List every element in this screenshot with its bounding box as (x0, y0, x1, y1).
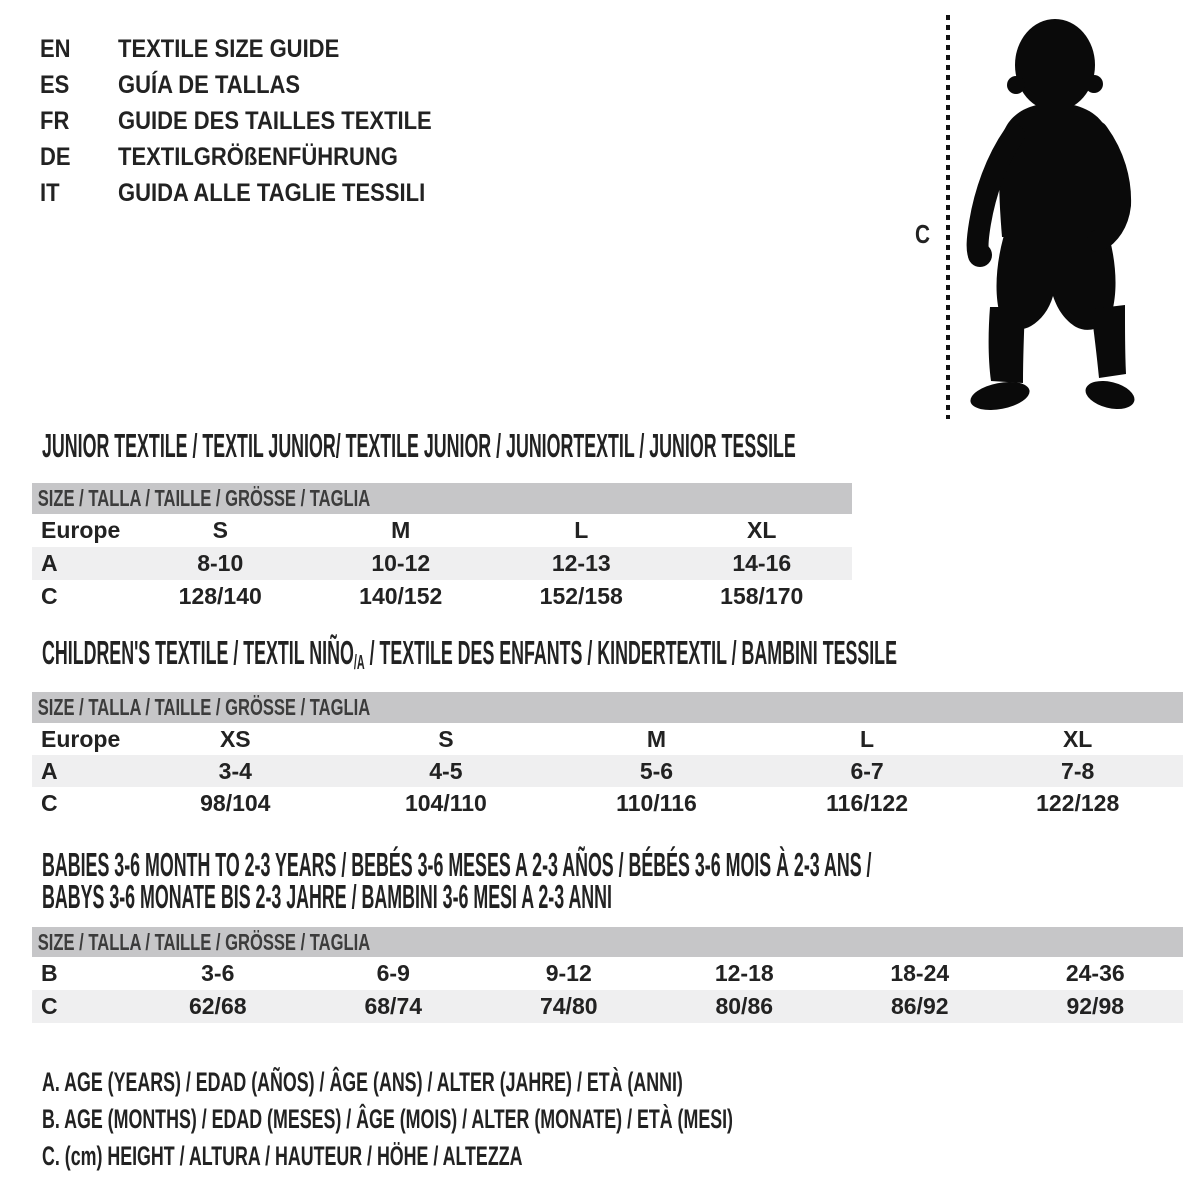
size-cell: 24-36 (1065, 960, 1125, 986)
size-cell: 128/140 (178, 583, 262, 609)
size-cell: 5-6 (639, 758, 674, 784)
table-row (32, 755, 1183, 787)
children-section-title (42, 634, 897, 679)
size-cell: S (212, 517, 228, 543)
size-cell: 104/110 (404, 790, 487, 816)
size-cell: 116/122 (826, 790, 909, 816)
table-row (32, 547, 852, 580)
table-row (32, 723, 1183, 755)
language-code: EN (40, 35, 71, 63)
size-cell: 74/80 (539, 993, 598, 1019)
size-cell: 158/170 (720, 583, 804, 609)
children-title-pre: CHILDREN'S TEXTILE / TEXTIL NIÑO (42, 634, 354, 671)
legend-line-a: A. AGE (YEARS) / EDAD (AÑOS) / ÂGE (ANS) / ALTER (JAHRE) / ETÀ (ANNI) (42, 1067, 683, 1097)
size-cell: 6-7 (850, 758, 884, 784)
size-header-bar (32, 483, 852, 514)
language-title: TEXTILGRÖßENFÜHRUNG (118, 143, 398, 171)
size-cell: 92/98 (1066, 993, 1125, 1019)
children-title-sub: /A (353, 652, 365, 674)
size-cell: 152/158 (539, 583, 623, 609)
row-label: C (41, 583, 58, 609)
babies-section-title (42, 846, 872, 915)
size-cell: 9-12 (545, 960, 592, 986)
language-title-list (40, 31, 475, 211)
junior-section-title: JUNIOR TEXTILE / TEXTIL JUNIOR/ TEXTILE JUNIOR / JUNIORTEXTIL / JUNIOR TESSILE (42, 427, 796, 464)
language-code: DE (40, 143, 71, 171)
size-cell: L (574, 517, 589, 543)
size-header-label: SIZE / TALLA / TAILLE / GRÖSSE / TAGLIA (37, 485, 371, 511)
language-code: ES (40, 71, 70, 99)
language-row-es (40, 67, 475, 103)
size-cell: XS (219, 726, 251, 752)
legend-line-b: B. AGE (MONTHS) / EDAD (MESES) / ÂGE (MOIS) / ALTER (MONATE) / ETÀ (MESI) (42, 1104, 733, 1134)
language-row-fr (40, 103, 475, 139)
table-row (32, 787, 1183, 819)
size-cell: 12-13 (551, 550, 611, 576)
babies-title-line2: BABYS 3-6 MONATE BIS 2-3 JAHRE / BAMBINI 3-6 MESI A 2-3 ANNI (42, 878, 613, 915)
size-cell: XL (747, 517, 777, 543)
size-cell: 3-4 (218, 758, 252, 784)
size-cell: 3-6 (201, 960, 235, 986)
language-row-it (40, 175, 475, 211)
toddler-silhouette-icon (958, 15, 1148, 425)
babies-title-line1: BABIES 3-6 MONTH TO 2-3 YEARS / BEBÉS 3-6 MESES A 2-3 AÑOS / BÉBÉS 3-6 MOIS À 2-3 ANS / (42, 846, 872, 883)
language-title: TEXTILE SIZE GUIDE (118, 35, 340, 63)
size-cell: 18-24 (890, 960, 950, 986)
size-cell: 8-10 (197, 550, 244, 576)
legend-line-c: C. (cm) HEIGHT / ALTURA / HAUTEUR / HÖHE / ALTEZZA (42, 1141, 523, 1171)
size-header-label: SIZE / TALLA / TAILLE / GRÖSSE / TAGLIA (37, 929, 371, 955)
row-label: Europe (41, 517, 121, 543)
row-label: C (41, 790, 58, 816)
language-row-en (40, 31, 475, 67)
language-title: GUIDE DES TAILLES TEXTILE (118, 107, 432, 135)
size-cell: M (646, 726, 667, 752)
row-label: B (41, 960, 58, 986)
language-code: FR (40, 107, 70, 135)
size-cell: 62/68 (188, 993, 247, 1019)
size-header-bar (32, 692, 1183, 723)
size-cell: L (860, 726, 875, 752)
size-cell: 122/128 (1036, 790, 1120, 816)
size-cell: 98/104 (200, 790, 271, 816)
size-cell: 80/86 (715, 993, 774, 1019)
children-title-post: / TEXTILE DES ENFANTS / KINDERTEXTIL / BAMBINI TESSILE (364, 634, 897, 671)
size-cell: 86/92 (890, 993, 949, 1019)
size-cell: 7-8 (1061, 758, 1095, 784)
table-row (32, 990, 1183, 1023)
table-row (32, 580, 852, 613)
size-cell: M (391, 517, 411, 543)
language-row-de (40, 139, 475, 175)
size-header-label: SIZE / TALLA / TAILLE / GRÖSSE / TAGLIA (37, 694, 371, 720)
babies-size-table (32, 927, 1183, 1023)
measurement-legend (42, 1064, 1089, 1175)
row-label: A (41, 550, 58, 576)
language-title: GUIDA ALLE TAGLIE TESSILI (118, 179, 426, 207)
size-cell: 4-5 (429, 758, 463, 784)
size-cell: XL (1062, 726, 1093, 752)
height-measure-dashed-line (946, 15, 950, 419)
size-header-bar (32, 927, 1183, 957)
row-label: A (41, 758, 58, 784)
language-code: IT (40, 179, 60, 207)
size-cell: S (438, 726, 454, 752)
language-title: GUÍA DE TALLAS (118, 71, 301, 99)
junior-size-table (32, 483, 852, 613)
table-row (32, 957, 1183, 990)
size-cell: 6-9 (376, 960, 410, 986)
size-cell: 110/116 (616, 790, 697, 816)
height-measure-label: C (915, 219, 931, 249)
row-label: C (41, 993, 58, 1019)
table-row (32, 514, 852, 547)
size-cell: 68/74 (364, 993, 423, 1019)
size-cell: 140/152 (359, 583, 443, 609)
size-cell: 12-18 (714, 960, 774, 986)
size-cell: 10-12 (371, 550, 431, 576)
children-size-table (32, 692, 1183, 819)
size-cell: 14-16 (732, 550, 792, 576)
row-label: Europe (41, 726, 121, 752)
